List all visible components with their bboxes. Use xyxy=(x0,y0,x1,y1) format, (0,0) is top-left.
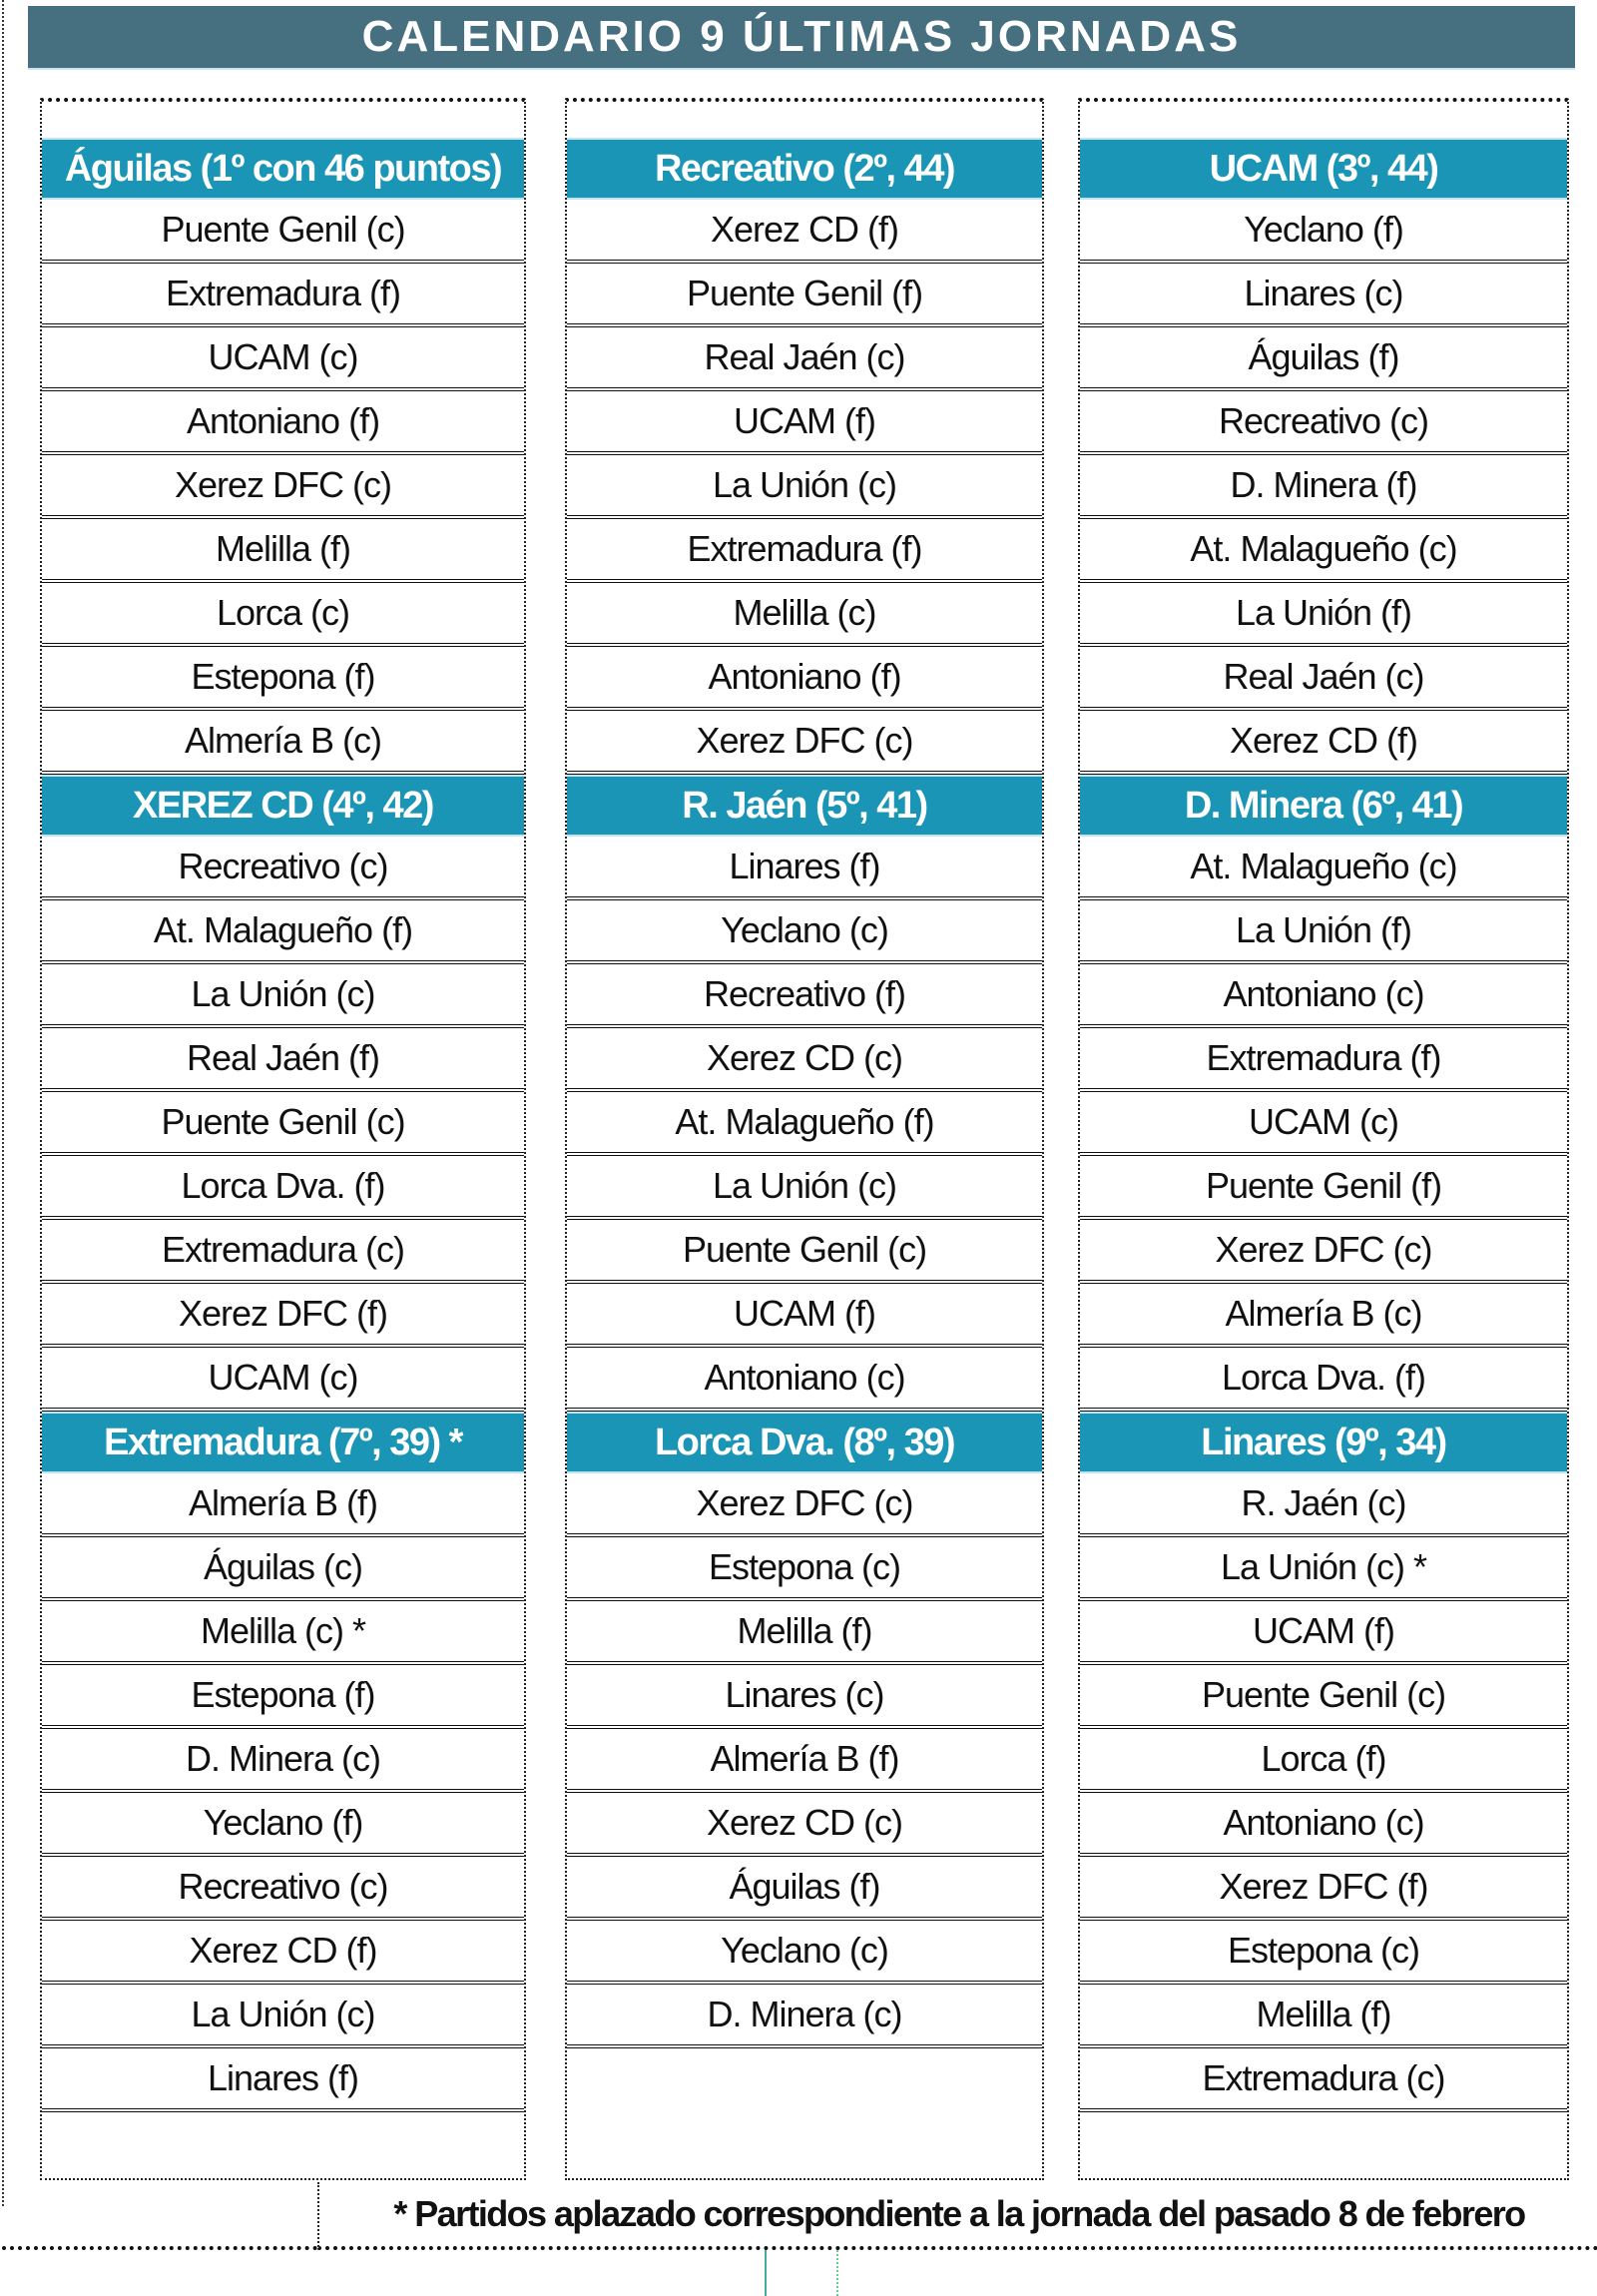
match-row: Recreativo (f) xyxy=(567,964,1042,1028)
match-row: Real Jaén (c) xyxy=(1080,647,1567,711)
match-row: At. Malagueño (c) xyxy=(1080,837,1567,900)
match-row: At. Malagueño (c) xyxy=(1080,519,1567,583)
team-column-2 xyxy=(565,98,1044,2180)
match-row: Melilla (f) xyxy=(1080,1985,1567,2048)
match-row: Antoniano (c) xyxy=(1080,1793,1567,1857)
match-row: At. Malagueño (f) xyxy=(567,1092,1042,1156)
match-row: Xerez CD (c) xyxy=(567,1028,1042,1092)
team-header: Lorca Dva. (8º, 39) xyxy=(567,1412,1042,1473)
match-row: Puente Genil (c) xyxy=(42,1092,524,1156)
match-row: Puente Genil (f) xyxy=(1080,1156,1567,1220)
match-row: UCAM (f) xyxy=(1080,1601,1567,1665)
match-row: Xerez DFC (c) xyxy=(42,455,524,519)
guide-line xyxy=(836,2250,838,2296)
match-row: Puente Genil (c) xyxy=(42,200,524,264)
match-row: Almería B (c) xyxy=(42,711,524,775)
match-row: Extremadura (c) xyxy=(1080,2048,1567,2112)
match-row: La Unión (f) xyxy=(1080,583,1567,647)
match-row: Xerez CD (f) xyxy=(42,1921,524,1985)
match-row: Linares (f) xyxy=(42,2048,524,2112)
match-row: Linares (c) xyxy=(1080,264,1567,327)
match-row: Extremadura (c) xyxy=(42,1220,524,1284)
match-row: Yeclano (c) xyxy=(567,1921,1042,1985)
match-row: Lorca Dva. (f) xyxy=(42,1156,524,1220)
match-row: Melilla (f) xyxy=(42,519,524,583)
match-row: Puente Genil (c) xyxy=(567,1220,1042,1284)
match-row: Xerez CD (f) xyxy=(567,200,1042,264)
match-row: Melilla (f) xyxy=(567,1601,1042,1665)
match-row: Real Jaén (f) xyxy=(42,1028,524,1092)
match-row: Lorca (c) xyxy=(42,583,524,647)
match-row: La Unión (f) xyxy=(1080,900,1567,964)
match-row: La Unión (c) xyxy=(42,964,524,1028)
match-row: Xerez DFC (c) xyxy=(567,1473,1042,1537)
page-title: CALENDARIO 9 ÚLTIMAS JORNADAS xyxy=(28,6,1575,70)
match-row: Melilla (c) xyxy=(567,583,1042,647)
guide-line xyxy=(765,2250,767,2296)
match-row: Antoniano (c) xyxy=(567,1348,1042,1412)
footnote-spacer xyxy=(2,2182,317,2250)
match-row: Xerez DFC (f) xyxy=(1080,1857,1567,1921)
match-row: Extremadura (f) xyxy=(42,264,524,327)
match-row: At. Malagueño (f) xyxy=(42,900,524,964)
match-row: UCAM (c) xyxy=(1080,1092,1567,1156)
team-header: Extremadura (7º, 39) * xyxy=(42,1412,524,1473)
match-row: Xerez CD (f) xyxy=(1080,711,1567,775)
team-header: D. Minera (6º, 41) xyxy=(1080,775,1567,837)
match-row: D. Minera (c) xyxy=(42,1729,524,1793)
match-row: Almería B (c) xyxy=(1080,1284,1567,1348)
match-row: Yeclano (f) xyxy=(42,1793,524,1857)
team-header: Recreativo (2º, 44) xyxy=(567,138,1042,200)
match-row: La Unión (c) * xyxy=(1080,1537,1567,1601)
match-row: Melilla (c) * xyxy=(42,1601,524,1665)
match-row: UCAM (c) xyxy=(42,1348,524,1412)
match-row: Águilas (f) xyxy=(567,1857,1042,1921)
match-row: Antoniano (f) xyxy=(42,391,524,455)
match-row: D. Minera (f) xyxy=(1080,455,1567,519)
match-row: Puente Genil (c) xyxy=(1080,1665,1567,1729)
match-row: Almería B (f) xyxy=(42,1473,524,1537)
frame-border xyxy=(2,0,4,2206)
match-row: Águilas (f) xyxy=(1080,327,1567,391)
match-row: Extremadura (f) xyxy=(1080,1028,1567,1092)
match-row: Recreativo (c) xyxy=(1080,391,1567,455)
match-row: Yeclano (f) xyxy=(1080,200,1567,264)
team-header: R. Jaén (5º, 41) xyxy=(567,775,1042,837)
team-header: Linares (9º, 34) xyxy=(1080,1412,1567,1473)
match-row: UCAM (f) xyxy=(567,391,1042,455)
match-row: Recreativo (c) xyxy=(42,837,524,900)
match-row: Xerez DFC (f) xyxy=(42,1284,524,1348)
match-row: Yeclano (c) xyxy=(567,900,1042,964)
team-header: XEREZ CD (4º, 42) xyxy=(42,775,524,837)
match-row: Xerez CD (c) xyxy=(567,1793,1042,1857)
match-row: Xerez DFC (c) xyxy=(1080,1220,1567,1284)
match-row: La Unión (c) xyxy=(42,1985,524,2048)
footnote: * Partidos aplazado correspondiente a la jornada del pasado 8 de febrero xyxy=(317,2182,1597,2250)
match-row: Extremadura (f) xyxy=(567,519,1042,583)
match-row: Linares (f) xyxy=(567,837,1042,900)
match-row: Águilas (c) xyxy=(42,1537,524,1601)
team-header: UCAM (3º, 44) xyxy=(1080,138,1567,200)
team-header: Águilas (1º con 46 puntos) xyxy=(42,138,524,200)
match-row: UCAM (f) xyxy=(567,1284,1042,1348)
match-row: D. Minera (c) xyxy=(567,1985,1042,2048)
match-row: Recreativo (c) xyxy=(42,1857,524,1921)
match-row: Puente Genil (f) xyxy=(567,264,1042,327)
match-row: La Unión (c) xyxy=(567,1156,1042,1220)
match-row: Lorca Dva. (f) xyxy=(1080,1348,1567,1412)
match-row: Antoniano (c) xyxy=(1080,964,1567,1028)
match-row: Linares (c) xyxy=(567,1665,1042,1729)
match-row: Estepona (c) xyxy=(567,1537,1042,1601)
match-row: Lorca (f) xyxy=(1080,1729,1567,1793)
match-row: R. Jaén (c) xyxy=(1080,1473,1567,1537)
match-row: Estepona (f) xyxy=(42,647,524,711)
match-row: Estepona (c) xyxy=(1080,1921,1567,1985)
match-row: Real Jaén (c) xyxy=(567,327,1042,391)
match-row: Estepona (f) xyxy=(42,1665,524,1729)
match-row: UCAM (c) xyxy=(42,327,524,391)
team-column-1 xyxy=(40,98,526,2180)
match-row: Almería B (f) xyxy=(567,1729,1042,1793)
team-column-3 xyxy=(1078,98,1569,2180)
match-row: Xerez DFC (c) xyxy=(567,711,1042,775)
match-row: Antoniano (f) xyxy=(567,647,1042,711)
match-row: La Unión (c) xyxy=(567,455,1042,519)
